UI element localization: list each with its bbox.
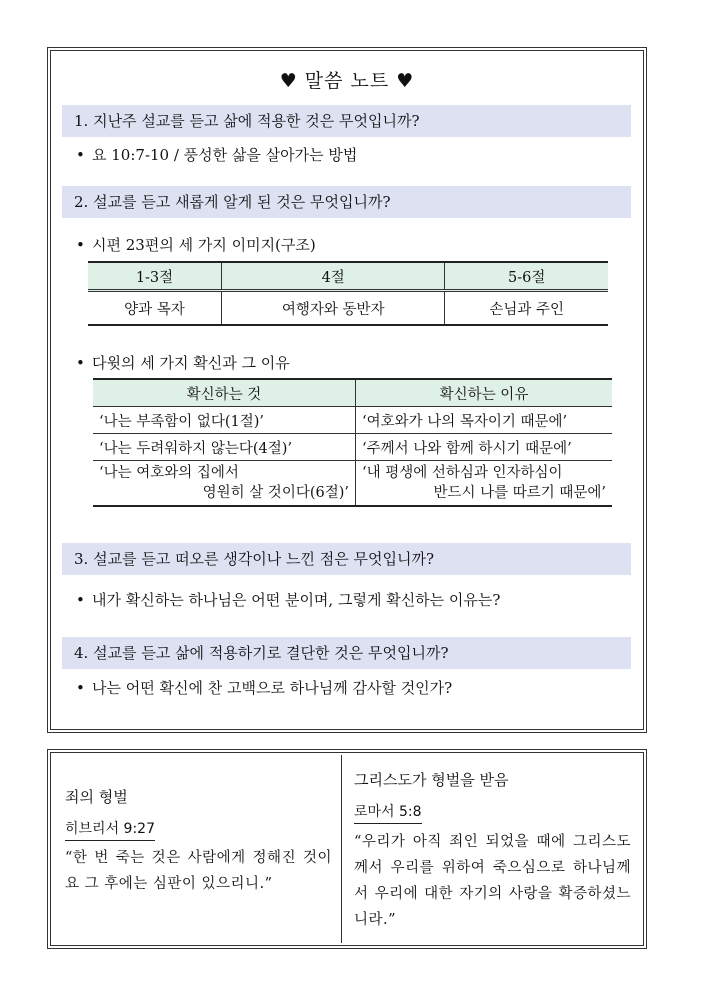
point-text: 시편 23편의 세 가지 이미지(구조) (92, 236, 316, 254)
reference-text: 로마서 5:8 (354, 801, 422, 824)
table-row (93, 461, 612, 507)
bullet-icon: • (76, 236, 85, 254)
table-header-cell: 1-3절 (88, 262, 221, 291)
cell-line: ‘나는 여호와의 집에서 (99, 465, 239, 481)
table-cell: 양과 목자 (88, 291, 221, 326)
bullet-icon: • (76, 354, 85, 372)
bullet-icon: • (76, 679, 85, 697)
table-header-row (93, 379, 612, 407)
psalm-structure-table (88, 261, 608, 326)
bullet-icon: • (76, 146, 85, 164)
bullet-icon: • (76, 591, 85, 609)
question-2-bar: 2. 설교를 듣고 새롭게 알게 된 것은 무엇입니까? (62, 186, 631, 218)
table-row (93, 434, 612, 461)
verses-box (47, 749, 647, 949)
answer-text: 내가 확신하는 하나님은 어떤 분이며, 그렇게 확신하는 이유는? (92, 591, 501, 609)
answer-text: 나는 어떤 확신에 찬 고백으로 하나님께 감사할 것인가? (92, 679, 453, 697)
table-cell: 손님과 주인 (445, 291, 608, 326)
table-cell: ‘나는 두려워하지 않는다(4절)’ (93, 434, 356, 461)
point-text: 다윗의 세 가지 확신과 그 이유 (92, 354, 290, 372)
answer-text: 요 10:7-10 / 풍성한 삶을 살아가는 방법 (92, 146, 358, 164)
question-3-answer (76, 589, 500, 610)
table-header-cell: 확신하는 이유 (356, 379, 613, 407)
table-cell (93, 461, 356, 507)
table-row (88, 291, 608, 326)
table-header-row (88, 262, 608, 291)
table-header-cell: 확신하는 것 (93, 379, 356, 407)
verse-text: “우리가 아직 죄인 되었을 때에 그리스도께서 우리를 위하여 죽으심으로 하나님께서 우리에 대한 자기의 사랑을 확증하셨느니라.” (354, 834, 631, 928)
table-header-cell: 4절 (221, 262, 444, 291)
cell-line: 영원히 살 것이다(6절)’ (202, 485, 349, 501)
table-header-cell: 5-6절 (445, 262, 608, 291)
verse-heading: 그리스도가 형벌을 받음 (354, 771, 509, 789)
question-4-answer (76, 677, 452, 698)
note-title: ♥ 말씀 노트 ♥ (279, 70, 415, 92)
table-cell: ‘주께서 나와 함께 하시기 때문에’ (356, 434, 613, 461)
verse-reference (354, 801, 422, 824)
table-cell: ‘여호와가 나의 목자이기 때문에’ (356, 407, 613, 434)
reference-text: 히브리서 9:27 (65, 818, 155, 841)
verse-card-right (341, 755, 639, 943)
table-cell: 여행자와 동반자 (221, 291, 444, 326)
table-row (93, 407, 612, 434)
question-2-point-2 (76, 352, 290, 373)
cell-line: ‘내 평생에 선하심과 인자하심이 (362, 465, 563, 481)
verse-heading: 죄의 형벌 (65, 788, 128, 806)
table-cell (356, 461, 613, 507)
convictions-table (93, 378, 612, 507)
verse-text: “한 번 죽는 것은 사람에게 정해진 것이요 그 후에는 심판이 있으리니.” (65, 850, 332, 892)
sermon-note-box (47, 47, 647, 733)
question-1-bar: 1. 지난주 설교를 듣고 삶에 적용한 것은 무엇입니까? (62, 105, 631, 137)
question-1-answer (76, 144, 357, 165)
verse-card-left (53, 755, 340, 943)
question-3-bar: 3. 설교를 듣고 떠오른 생각이나 느낀 점은 무엇입니까? (62, 543, 631, 575)
table-cell: ‘나는 부족함이 없다(1절)’ (93, 407, 356, 434)
question-4-bar: 4. 설교를 듣고 삶에 적용하기로 결단한 것은 무엇입니까? (62, 637, 631, 669)
cell-line: 반드시 나를 따르기 때문에’ (433, 485, 606, 501)
question-2-point-1 (76, 234, 316, 255)
verse-reference (65, 818, 155, 841)
